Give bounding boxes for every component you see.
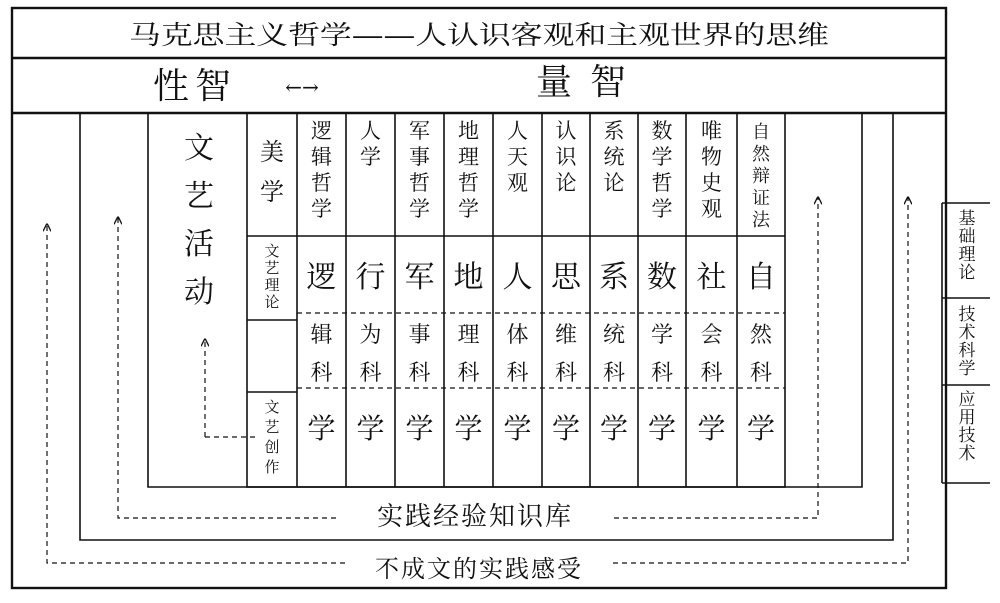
side-label [959,390,976,464]
philosophy-char: 事 [409,145,430,169]
science-abbr-char: 思 [551,260,581,295]
science-char: 事 [408,323,431,348]
arts-theory-char: 文 [264,242,280,260]
science-char: 学 [307,412,336,445]
philosophy-char: 观 [701,197,722,221]
science-column [599,119,629,445]
philosophy-char: 学 [651,197,673,221]
arts-creation-cell [264,398,279,476]
philosophy-char: 学 [311,197,332,221]
philosophy-char: 证 [752,188,770,209]
science-char: 学 [599,412,629,445]
science-char: 科 [602,361,626,386]
aesthetics-char: 美 [260,138,284,166]
arts-activity-char: 艺 [184,179,214,214]
arts-theory-char: 艺 [264,259,280,277]
science-char: 学 [503,412,532,445]
philosophy-char: 学 [458,197,479,221]
science-char: 然 [749,323,773,348]
science-abbr-char: 军 [404,260,435,295]
philosophy-char: 理 [458,145,479,169]
side-label-char: 学 [958,359,976,379]
science-char: 为 [359,323,382,348]
side-labels [959,209,976,464]
philosophy-char: 法 [752,210,770,231]
arts-activity-char: 活 [184,227,214,262]
science-char: 学 [454,412,483,445]
intuitive-wisdom-label: 性智 [152,66,238,107]
science-column [551,119,582,445]
philosophy-char: 地 [458,119,479,143]
aesthetics-cell [260,138,284,206]
side-label-char: 技 [958,426,976,446]
arts-creation-char: 作 [264,458,280,476]
science-column [697,119,727,445]
science-char: 体 [506,323,529,348]
science-char: 学 [551,412,581,445]
philosophy-char: 学 [409,197,430,221]
science-char: 科 [408,361,431,386]
science-char: 科 [457,361,480,386]
arts-activity-char: 动 [184,275,214,310]
philosophy-char: 人 [507,119,528,143]
side-label [959,209,976,283]
side-label-char: 用 [958,408,976,428]
side-label [959,305,976,379]
science-abbr-char: 地 [453,260,484,295]
philosophy-char: 哲 [458,171,479,195]
page-title: 马克思主义哲学——人认识客观和主观世界的思维 [129,21,829,51]
philosophy-char: 统 [603,145,625,169]
knowledge-library-loop-right [614,198,818,518]
science-column [746,122,776,445]
arts-theory-char: 论 [264,293,280,311]
science-char: 统 [602,323,626,348]
science-char: 科 [554,361,578,386]
science-char: 辑 [310,323,333,348]
science-char: 学 [647,412,677,445]
science-char: 学 [746,412,776,445]
philosophy-char: 军 [409,119,430,143]
science-column [356,119,386,445]
arts-theory-char: 理 [264,276,280,294]
side-label-char: 技 [958,305,976,325]
science-abbr-char: 自 [746,260,776,295]
science-char: 会 [700,323,723,348]
science-char: 学 [697,412,726,445]
practice-feeling-label: 不成文的实践感受 [375,555,583,583]
philosophy-char: 自 [752,122,770,143]
bidirectional-arrow: ←→ [285,75,319,99]
science-char: 维 [554,323,578,348]
science-column [647,119,677,445]
knowledge-library-label: 实践经验知识库 [376,502,574,532]
philosophy-char: 辑 [311,145,332,169]
philosophy-char: 唯 [701,119,722,143]
side-label-char: 基 [958,209,976,229]
arts-creation-char: 艺 [264,418,280,436]
philosophy-char: 辩 [752,166,770,187]
science-column [454,119,484,445]
science-abbr-char: 行 [355,260,386,295]
arts-activity-char: 文 [184,131,214,166]
science-char: 学 [356,412,385,445]
science-char: 学 [650,323,674,348]
quantitative-wisdom-label: 量智 [535,62,645,103]
knowledge-library-loop [118,218,336,518]
side-label-char: 科 [958,341,976,361]
philosophy-char: 论 [603,171,625,195]
science-abbr-char: 数 [647,260,677,295]
science-column [307,119,337,445]
side-label-char: 术 [958,323,976,343]
philosophy-char: 人 [360,119,381,143]
side-label-char: 应 [958,390,976,410]
science-abbr-char: 社 [696,260,727,295]
science-char: 科 [700,361,723,386]
side-label-char: 术 [958,444,976,464]
arts-creation-char: 创 [264,438,280,456]
side-label-char: 础 [958,227,976,247]
science-char: 科 [749,361,773,386]
science-char: 理 [457,323,480,348]
philosophy-char: 物 [701,145,722,169]
science-abbr-char: 系 [599,260,629,295]
arts-creation-char: 文 [264,398,280,416]
side-label-char: 理 [958,245,976,265]
philosophy-char: 认 [555,119,577,143]
philosophy-char: 天 [507,145,528,169]
philosophy-char: 论 [555,171,577,195]
philosophy-char: 哲 [651,171,673,195]
philosophy-char: 学 [651,145,673,169]
science-abbr-char: 人 [502,260,533,295]
science-char: 科 [359,361,382,386]
philosophy-char: 史 [701,171,722,195]
philosophy-char: 数 [651,119,673,143]
philosophy-char: 哲 [311,171,332,195]
science-char: 学 [405,412,434,445]
science-char: 科 [506,361,529,386]
side-label-char: 论 [958,263,976,283]
science-column [503,119,533,445]
science-abbr-char: 逻 [306,260,337,295]
arts-activity-label [184,131,214,310]
philosophy-char: 识 [555,145,577,169]
philosophy-char: 系 [603,119,625,143]
arts-theory-cell [264,242,279,311]
science-char: 科 [310,361,333,386]
philosophy-char: 逻 [311,119,332,143]
science-column [405,119,435,445]
philosophy-char: 观 [507,171,528,195]
philosophy-char: 然 [752,144,770,165]
philosophy-char: 哲 [409,171,430,195]
aesthetics-char: 学 [260,178,284,206]
philosophy-char: 学 [360,145,381,169]
science-char: 科 [650,361,674,386]
